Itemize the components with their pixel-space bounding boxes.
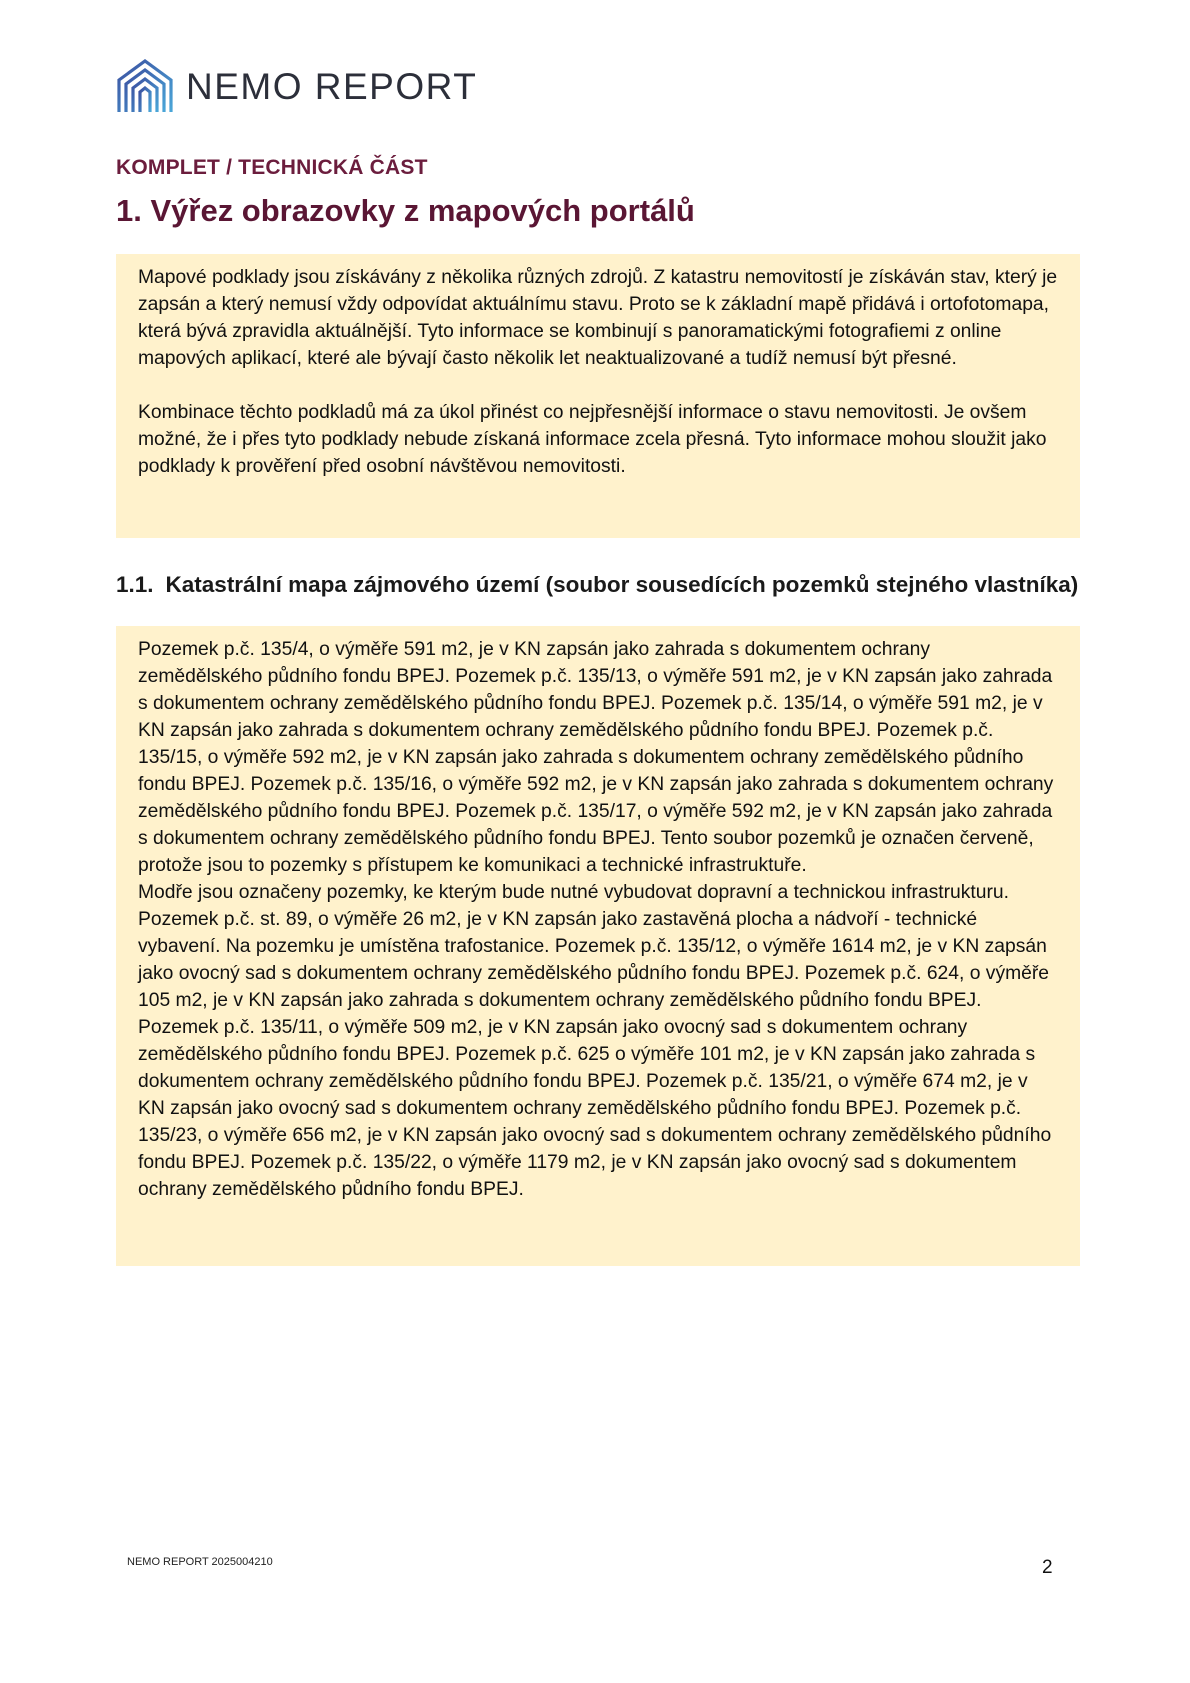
brand-logo [116,58,478,114]
intro-paragraph: Kombinace těchto podkladů má za úkol přinést co nejpřesnější informace o stavu nemovitosti. Je ovšem možné, že i přes tyto podklady nebude získaná informace zcela přesná. Tyto informace mohou sloužit jako podklady k prověření před osobní návštěvou nemovitosti. [138,402,1047,477]
parcels-paragraph: Pozemek p.č. 135/4, o výměře 591 m2, je v KN zapsán jako zahrada s dokumentem ochrany zemědělského půdního fondu BPEJ. Pozemek p.č. 135/13, o výměře 591 m2, je v KN zapsán jako zahrada s dokumentem ochrany zemědělského půdního fondu BPEJ. Pozemek p.č. 135/14, o výměře 591 m2, je v KN zapsán jako zahrada s dokumentem ochrany zemědělského půdního fondu BPEJ. Pozemek p.č. 135/15, o výměře 592 m2, je v KN zapsán jako zahrada s dokumentem ochrany zemědělského půdního fondu BPEJ. Pozemek p.č. 135/16, o výměře 592 m2, je v KN zapsán jako zahrada s dokumentem ochrany zemědělského půdního fondu BPEJ. Pozemek p.č. 135/17, o výměře 592 m2, je v KN zapsán jako zahrada s dokumentem ochrany zemědělského půdního fondu BPEJ. Tento soubor pozemků je označen červeně, protože jsou to pozemky s přístupem ke komunikaci a technické infrastruktuře. [138,639,1054,876]
footer-report-id: NEMO REPORT 2025004210 [127,1556,273,1568]
brand-name: NEMO REPORT [186,65,478,107]
house-chevrons-icon [116,58,174,114]
intro-paragraph: Mapové podklady jsou získávány z několika různých zdrojů. Z katastru nemovitostí je získáván stav, který je zapsán a který nemusí vždy odpovídat aktuálnímu stavu. Proto se k základní mapě přidává i ortofotomapa, která bývá zpravidla aktuálnější. Tyto informace se kombinují s panoramatickými fotografiemi z online mapových aplikací, které ale bývají často několik let neaktualizované a tudíž nemusí být přesné. [138,267,1058,369]
subsection-number: 1.1. [116,572,154,597]
subsection-heading [116,572,1078,598]
parcels-box [116,626,1080,1266]
parcels-paragraph: Pozemek p.č. st. 89, o výměře 26 m2, je v KN zapsán jako zastavěná plocha a nádvoří - technické vybavení. Na pozemku je umístěna trafostanice. Pozemek p.č. 135/12, o výměře 1614 m2, je v KN zapsán jako ovocný sad s dokumentem ochrany zemědělského půdního fondu BPEJ. Pozemek p.č. 624, o výměře 105 m2, je v KN zapsán jako zahrada s dokumentem ochrany zemědělského půdního fondu BPEJ. Pozemek p.č. 135/11, o výměře 509 m2, je v KN zapsán jako ovocný sad s dokumentem ochrany zemědělského půdního fondu BPEJ. Pozemek p.č. 625 o výměře 101 m2, je v KN zapsán jako zahrada s dokumentem ochrany zemědělského půdního fondu BPEJ. Pozemek p.č. 135/21, o výměře 674 m2, je v KN zapsán jako ovocný sad s dokumentem ochrany zemědělského půdního fondu BPEJ. Pozemek p.č. 135/23, o výměře 656 m2, je v KN zapsán jako ovocný sad s dokumentem ochrany zemědělského půdního fondu BPEJ. Pozemek p.č. 135/22, o výměře 1179 m2, je v KN zapsán jako ovocný sad s dokumentem ochrany zemědělského půdního fondu BPEJ. [138,909,1052,1200]
page-title: 1. Výřez obrazovky z mapových portálů [116,193,695,228]
intro-box [116,254,1080,538]
page-number: 2 [1042,1557,1053,1578]
section-label: KOMPLET / TECHNICKÁ ČÁST [116,156,428,179]
subsection-title: Katastrální mapa zájmového území (soubor sousedících pozemků stejného vlastníka) [165,572,1079,597]
parcels-paragraph: Modře jsou označeny pozemky, ke kterým bude nutné vybudovat dopravní a technickou infrastrukturu. [138,882,1009,903]
